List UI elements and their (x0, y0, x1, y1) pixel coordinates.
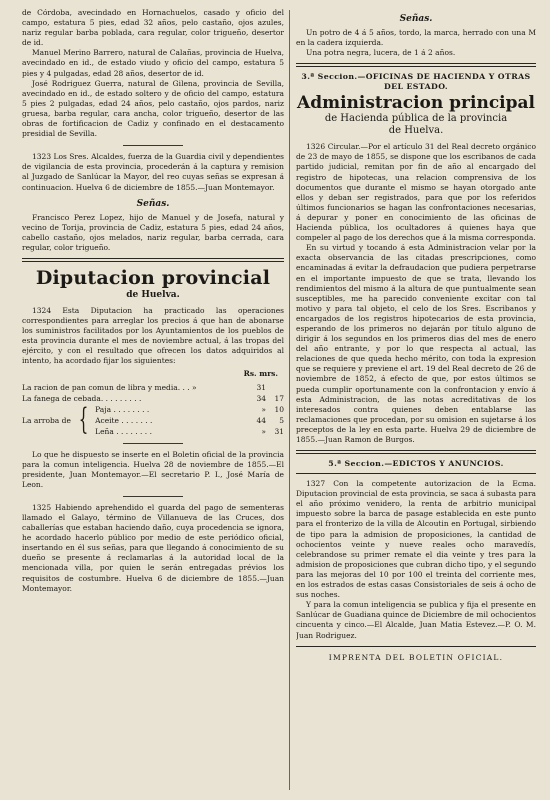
left-column (22, 8, 284, 793)
brace-glyph: { (78, 402, 89, 438)
animal-description-1: Un potro de 4 á 5 años, tordo, la marca, herrado con una M en la cadera izquierda. (296, 28, 536, 48)
senas-heading: Señas. (136, 198, 170, 209)
price-reales: » (261, 426, 266, 436)
fugitive-description: Francisco Perez Lopez, hijo de Manuel y de Josefa, natural y vecino de Torija, provincia de Cadiz, estatura 5 pies, edad 24 años, cabello castaño, ojos melados, nariz regular, barba cerrada, cara regular, color trigueño. (22, 212, 284, 252)
arroba-item-label: Leña . . . . . . . . (95, 426, 152, 436)
price-columns-header: Rs. mrs. (243, 368, 278, 378)
arroba-label: La arroba de (22, 415, 71, 425)
deserter-description-3: José Rodriguez Guerra, natural de Gilena, provincia de Sevilla, avecindado en id., de estado soltero y de oficio del campo, estatura 5 pies 2 pulgadas, edad 24 años, pelo castaño, ojos pardos, nariz gruesa, barba regular, cara ancha, color trigueño, desertor de las obras de fortificacion de Cadiz y confinado en el destacamento presidial de Sevilla. (22, 78, 284, 139)
price-maravedis: 10 (274, 404, 284, 414)
price-maravedis: 31 (274, 426, 284, 436)
printer-imprint: IMPRENTA DEL BOLETIN OFICIAL. (328, 652, 504, 662)
notice-1325: 1325 Habiendo aprehendido el guarda del pago de sementeras llamado el Galayo, término de Villanueva de las Cruces, dos caballerías que estaban haciendo daño, cuya procedencia se ignora, he acordado hacerlo público por medio de este periódico oficial, insertando en él sus señas, para que llegando á conocimiento de su dueño se presente á reclamarlas á la autoridad local de la mencionada villa, por quien le serán entregadas prévios los requisitos de costumbre. Huelva 6 de diciembre de 1855.—Juan Montemayor. (22, 502, 284, 593)
edict-1327: 1327 Con la competente autorizacion de la Ecma. Diputacion provincial de esta provincia, se saca á subasta para el año próximo venidero, la renta de arbitrio municipal impuesto sobre la barca de pasage establecida en este punto para el fronterizo de la villa de Alcoutin en Portugal, sirbiendo de tipo para la admision de proposiciones, la cantidad de ochocientos veinte y nueve reales ocho maravedís, celebrandose su primer remate el dia veinte y tres para la admision de proposiciones que cubran dicho tipo, y el segundo para las mejoras del 10 por 100 el treinta del corriente mes, en los estrados de estas casas Consistoriales de seis á ocho de sus noches. (296, 479, 536, 600)
arroba-row (95, 415, 284, 426)
section-rule (296, 473, 536, 474)
arroba-item-label: Paja . . . . . . . . (95, 404, 150, 414)
price-maravedis (266, 382, 284, 393)
separator-rule (123, 443, 183, 444)
separator-rule (123, 496, 183, 497)
circular-1326: 1326 Circular.—Por el artículo 31 del Real decreto orgánico de 23 de mayo de 1855, se dispone que los escribanos de cada partido judicial, remitan por fin de año al encargado del registro de hipotecas, una relacion comprensiva de los documentos que durante el mismo se hayan otorgado ante ellos y deban ser registrados, para que por los referidos últimos funcionarios se hagan las confrontaciones necesarias, á depurar y poner en conocimiento de las oficinas de Hacienda pública, los ocultadores á quienes haya que compeler al pago de los derechos que á la misma corresponda. (296, 142, 536, 243)
arroba-row (95, 404, 284, 415)
price-reales: » (261, 404, 266, 414)
section-rule (296, 450, 536, 454)
administracion-subtitle: de Hacienda pública de la provincia (324, 113, 508, 125)
edict-closing: Y para la comun inteligencia se publica y fija el presente en Sanlúcar de Guadiana quince de Diciembre de mil ochocientos cincuenta y cinco.—El Alcalde, Juan Matia Estevez.—P. O. M. Juan Rodriguez. (296, 600, 536, 640)
price-maravedis: 5 (279, 415, 284, 425)
arroba-group (22, 404, 284, 437)
diputacion-subtitle: de Huelva. (126, 289, 180, 300)
price-row (22, 393, 284, 404)
footer-rule (296, 646, 536, 647)
price-label: La fanega de cebada. . . . . . . . . (22, 393, 142, 403)
arroba-item-label: Aceite . . . . . . . (95, 415, 153, 425)
price-reales: 34 (256, 393, 266, 403)
notice-1324: 1324 Esta Diputacion ha practicado las operaciones correspondientes para arreglar los precios á que han de abonarse los suministros facilitados por los Ayuntamientos de los pueblos de esta provincia durante el mes de noviembre actual, á las tropas del ejército, y con el resultado que ofrecen los datos adquiridos al intento, ha acordado fijar los siguientes: (22, 305, 284, 366)
section-3-heading-cont: DEL ESTADO. (383, 82, 449, 92)
right-column (296, 8, 536, 793)
circular-continuation: En su virtud y tocando á esta Administracion velar por la exacta observancia de las citadas prescripciones, como encaminadas á evitar la defraudacion que pudiera perpetrarse en el importante impuesto de que se trata, llevando los rendimientos del mismo á la altura de que puntualmente sean susceptibles, me ha parecido conveniente excitar con tal motivo y para tal objeto, el celo de los Sres. Escribanos y encargados de los registros hipotecarios de esta provincia, esperando de los primeros no dejarán por título alguno de dirigir á los segundos en los primeros dias del mes de enero del año entrante, y por lo que respecta al actual, las relaciones de que queda hecho mérito, con toda la expresion que se requiere y previene el art. 19 del Real decreto de 26 de noviembre de 1852, á efecto de que, por estos últimos se pueda cumplir oportunamente con la confrontacion y envío á esta Administracion, de las notas acreditativas de los interesados contra quienes deben entablarse las reclamaciones que procedan, por su omision en sujetarse á los preceptos de la ley en esta parte. Huelva 29 de diciembre de 1855.—Juan Ramon de Burgos. (296, 243, 536, 444)
separator-rule (123, 145, 183, 146)
diputacion-title: Diputacion provincial (35, 266, 271, 289)
price-reales: 44 (256, 415, 266, 425)
deserter-description-2: Manuel Merino Barrero, natural de Calañas, provincia de Huelva, avecindado en id., de estado viudo y oficio del campo, estatura 5 pies y 4 pulgadas, edad 28 años, desertor de id. (22, 48, 284, 78)
section-5-heading: 5.ª Seccion.—EDICTOS Y ANUNCIOS. (328, 459, 504, 469)
administracion-subtitle-cont: de Huelva. (388, 125, 444, 137)
administracion-title: Administracion principal (297, 93, 535, 114)
arroba-items (95, 404, 284, 437)
deserter-description-1: de Córdoba, avecindado en Hornachuelos, casado y oficio del campo, estatura 5 pies, edad 32 años, pelo castaño, ojos azules, nariz regular barba poblada, cara regular, color trigueño, desertor de id. (22, 8, 284, 48)
arroba-row (95, 426, 284, 437)
section-rule (22, 258, 284, 262)
publication-order: Lo que he dispuesto se inserte en el Boletin oficial de la provincia para la comun inteligencia. Huelva 28 de noviembre de 1855.—El presidente, Juan Montemayor.—El secretario P. I., José María de Leon. (22, 449, 284, 489)
section-3-heading: 3.ª Seccion.—OFICINAS DE HACIENDA Y OTRAS (301, 72, 531, 82)
price-label: La racion de pan comun de libra y media. . . » (22, 382, 197, 392)
column-divider (289, 10, 290, 790)
price-maravedis: 17 (274, 393, 284, 403)
price-row (22, 382, 284, 393)
price-reales: 31 (256, 382, 266, 392)
animal-description-2: Una potra negra, lucera, de 1 á 2 años. (306, 48, 456, 58)
senas-heading: Señas. (399, 14, 433, 24)
notice-1323: 1323 Los Sres. Alcaldes, fuerza de la Guardia civil y dependientes de vigilancia de esta provincia, procederán á la captura y remision al Juzgado de Sanlúcar la Mayor, del reo cuyas señas se expresan á continuacion. Huelva 6 de diciembre de 1855.—Juan Montemayor. (22, 152, 284, 192)
section-rule (296, 63, 536, 67)
